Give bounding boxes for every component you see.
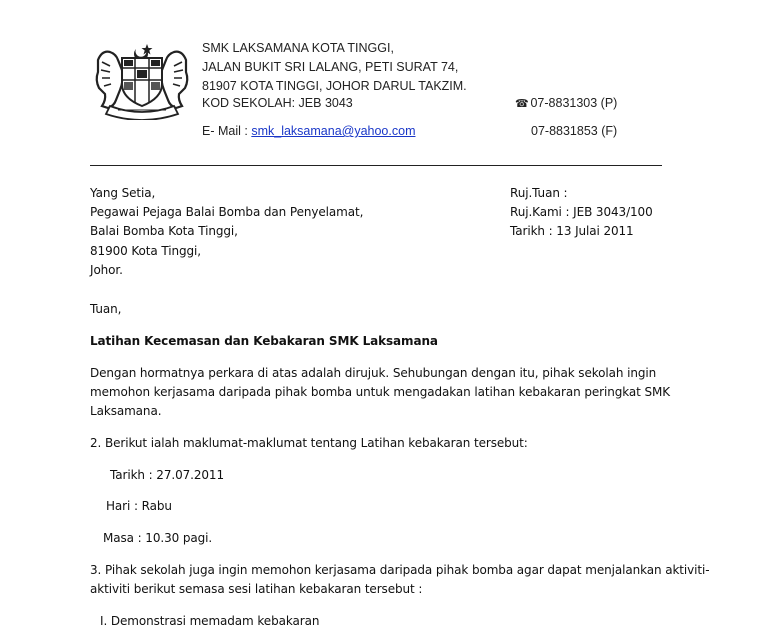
ruj-kami: Ruj.Kami : JEB 3043/100 <box>510 205 653 219</box>
paragraph-1-line: Dengan hormatnya perkara di atas adalah dirujuk. Sehubungan dengan itu, pihak sekolah ingin <box>90 366 657 380</box>
detail-day: Hari : Rabu <box>106 499 172 513</box>
paragraph-3-line: 3. Pihak sekolah juga ingin memohon kerjasama daripada pihak bomba agar dapat menjalankan aktiviti- <box>90 563 710 577</box>
school-code: KOD SEKOLAH: JEB 3043 <box>202 96 353 110</box>
email-label: E- Mail : <box>202 124 248 138</box>
recipient-line: Pegawai Pejaga Balai Bomba dan Penyelamat, <box>90 205 364 219</box>
phone-number <box>515 96 617 110</box>
paragraph-1-line: Laksamana. <box>90 404 162 418</box>
email-link[interactable]: smk_laksamana@yahoo.com <box>251 124 416 138</box>
activity-item: I. Demonstrasi memadam kebakaran <box>100 614 320 628</box>
school-name: SMK LAKSAMANA KOTA TINGGI, <box>202 41 394 55</box>
fax-number: 07-8831853 (F) <box>531 124 618 138</box>
header-divider <box>90 165 662 166</box>
recipient-line: Balai Bomba Kota Tinggi, <box>90 224 238 238</box>
recipient-line: Johor. <box>90 263 123 277</box>
letter-date: Tarikh : 13 Julai 2011 <box>510 224 634 238</box>
coat-of-arms-icon <box>92 40 192 120</box>
phone-value: 07-8831303 (P) <box>530 96 618 110</box>
detail-date: Tarikh : 27.07.2011 <box>110 468 224 482</box>
ruj-tuan: Ruj.Tuan : <box>510 186 568 200</box>
paragraph-1-line: memohon kerjasama daripada pihak bomba untuk mengadakan latihan kebakaran peringkat SMK <box>90 385 670 399</box>
paragraph-3-line: aktiviti berikut semasa sesi latihan kebakaran tersebut : <box>90 582 423 596</box>
subject-line: Latihan Kecemasan dan Kebakaran SMK Laksamana <box>90 334 438 348</box>
recipient-line: 81900 Kota Tinggi, <box>90 244 201 258</box>
address-line-1: JALAN BUKIT SRI LALANG, PETI SURAT 74, <box>202 60 459 74</box>
recipient-line: Yang Setia, <box>90 186 156 200</box>
paragraph-2: 2. Berikut ialah maklumat-maklumat tentang Latihan kebakaran tersebut: <box>90 436 528 450</box>
salutation: Tuan, <box>90 302 122 316</box>
phone-icon: ☎ <box>515 98 529 110</box>
address-line-2: 81907 KOTA TINGGI, JOHOR DARUL TAKZIM. <box>202 79 467 93</box>
detail-time: Masa : 10.30 pagi. <box>103 531 213 545</box>
email-row <box>202 124 415 138</box>
